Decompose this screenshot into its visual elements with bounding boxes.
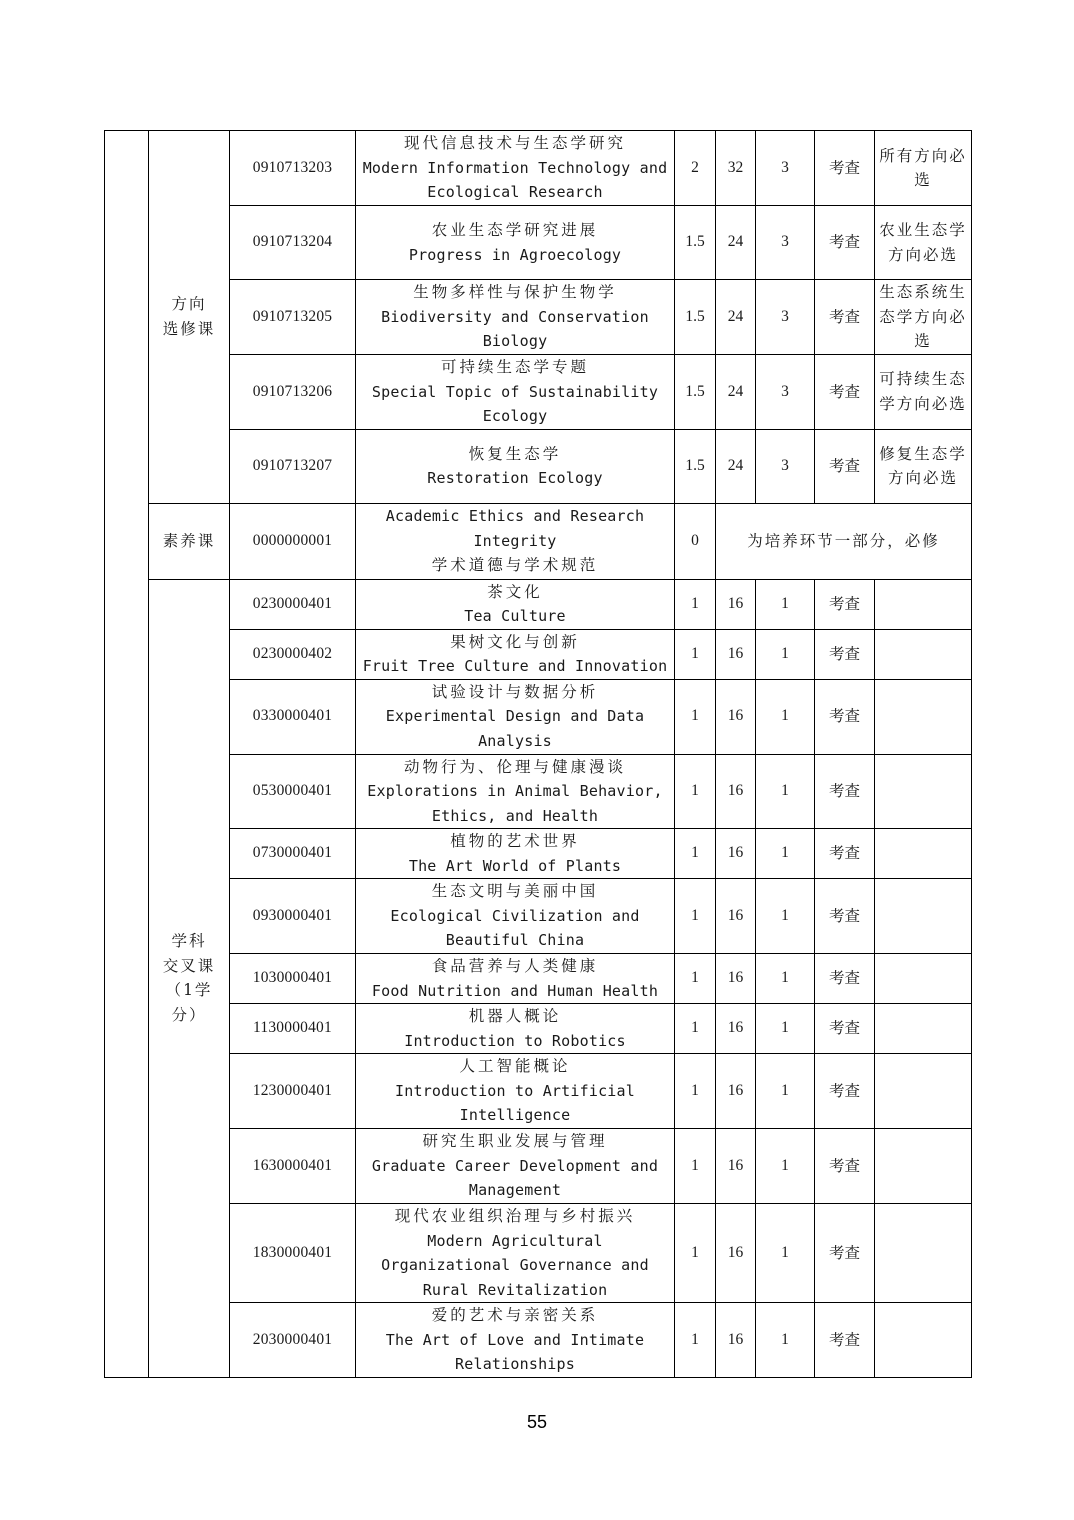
course-name-cn: 机器人概论 <box>468 1007 562 1025</box>
course-semester: 3 <box>756 355 815 430</box>
course-name-en: Progress in Agroecology <box>408 245 622 264</box>
course-name-en: Special Topic of Sustainability Ecology <box>371 382 659 425</box>
course-credit: 1 <box>675 829 716 879</box>
course-assessment: 考查 <box>815 579 875 629</box>
table-body <box>105 131 972 1378</box>
course-code: 0930000401 <box>230 879 356 954</box>
page-number: 55 <box>526 1412 548 1432</box>
course-assessment: 考查 <box>815 679 875 754</box>
course-name <box>356 429 675 503</box>
course-name-en: Biodiversity and Conservation Biology <box>381 307 649 351</box>
course-hours: 16 <box>716 1303 756 1378</box>
course-note <box>875 579 972 629</box>
course-name-cn: 动物行为、伦理与健康漫谈 <box>403 757 626 776</box>
course-code: 1130000401 <box>230 1004 356 1054</box>
course-credit: 1 <box>675 579 716 629</box>
course-name-cn: 研究生职业发展与管理 <box>422 1132 608 1151</box>
course-name <box>356 206 675 280</box>
table-row <box>105 429 972 503</box>
course-semester: 1 <box>756 829 815 879</box>
course-name-cn: 人工智能概论 <box>459 1057 571 1076</box>
course-credit: 0 <box>675 503 716 579</box>
course-name-en: Restoration Ecology <box>427 469 603 487</box>
course-name <box>356 503 675 579</box>
course-code: 1230000401 <box>230 1054 356 1129</box>
table-row <box>105 679 972 754</box>
course-name <box>356 1004 675 1054</box>
course-semester: 3 <box>756 206 815 280</box>
table-row <box>105 579 972 629</box>
course-credit: 1 <box>675 629 716 679</box>
course-name <box>356 579 675 629</box>
course-semester: 1 <box>756 1004 815 1054</box>
course-note: 生态系统生态学方向必选 <box>875 280 972 355</box>
course-name <box>356 679 675 754</box>
course-name-en: The Art World of Plants <box>408 856 622 875</box>
course-name-en: Modern Information Technology and Ecological Research <box>362 158 668 202</box>
course-name <box>356 1303 675 1378</box>
course-name-cn: 现代信息技术与生态学研究 <box>403 134 626 153</box>
course-name <box>356 954 675 1004</box>
course-hours: 16 <box>716 1054 756 1129</box>
course-name <box>356 355 675 430</box>
course-hours: 16 <box>716 1004 756 1054</box>
course-note: 修复生态学方向必选 <box>875 429 972 503</box>
course-hours: 24 <box>716 355 756 430</box>
course-semester: 1 <box>756 754 815 829</box>
course-note <box>875 1004 972 1054</box>
group-label-elective: 方向 选修课 <box>149 131 230 504</box>
course-code: 2030000401 <box>230 1303 356 1378</box>
course-note <box>875 1129 972 1204</box>
course-code: 1030000401 <box>230 954 356 1004</box>
table-row <box>105 954 972 1004</box>
course-name <box>356 280 675 355</box>
course-note: 可持续生态学方向必选 <box>875 355 972 430</box>
course-code: 0230000402 <box>230 629 356 679</box>
course-code: 0230000401 <box>230 579 356 629</box>
course-name-cn: 恢复生态学 <box>468 444 562 463</box>
course-code: 0530000401 <box>230 754 356 829</box>
table-row <box>105 1204 972 1303</box>
course-code: 0730000401 <box>230 829 356 879</box>
course-code: 1830000401 <box>230 1204 356 1303</box>
course-credit: 1 <box>675 679 716 754</box>
course-assessment: 考查 <box>815 879 875 954</box>
course-hours: 24 <box>716 206 756 280</box>
table-row <box>105 754 972 829</box>
course-hours: 32 <box>716 131 756 206</box>
course-hours: 16 <box>716 829 756 879</box>
course-hours: 16 <box>716 1129 756 1204</box>
course-semester: 1 <box>756 1303 815 1378</box>
course-name-cn: 爱的艺术与亲密关系 <box>431 1306 599 1324</box>
course-note <box>875 629 972 679</box>
course-name-cn: 可持续生态学专题 <box>440 358 589 376</box>
course-assessment: 考查 <box>815 206 875 280</box>
course-name-en: Fruit Tree Culture and Innovation <box>362 657 668 675</box>
course-credit: 1 <box>675 754 716 829</box>
table-row <box>105 131 972 206</box>
course-semester: 1 <box>756 579 815 629</box>
course-code: 0910713203 <box>230 131 356 206</box>
course-name-en: Modern Agricultural Organizational Governance and Rural Revitalization <box>381 1231 649 1299</box>
table-row <box>105 1303 972 1378</box>
table-row <box>105 503 972 579</box>
course-assessment: 考查 <box>815 754 875 829</box>
course-name-cn: 茶文化 <box>487 582 543 601</box>
course-name <box>356 1129 675 1204</box>
course-semester: 1 <box>756 1204 815 1303</box>
table-row <box>105 206 972 280</box>
course-credit: 2 <box>675 131 716 206</box>
course-assessment: 考查 <box>815 954 875 1004</box>
course-name-cn: 现代农业组织治理与乡村振兴 <box>394 1207 636 1225</box>
table-row <box>105 879 972 954</box>
course-code: 0910713205 <box>230 280 356 355</box>
course-name <box>356 829 675 879</box>
course-note <box>875 879 972 954</box>
table-row <box>105 355 972 430</box>
course-note <box>875 1303 972 1378</box>
course-assessment: 考查 <box>815 280 875 355</box>
course-name-en: Experimental Design and Data Analysis <box>385 707 645 750</box>
course-name-en: Introduction to Robotics <box>404 1031 626 1050</box>
course-name <box>356 1204 675 1303</box>
course-name-cn: 植物的艺术世界 <box>450 832 580 850</box>
course-hours: 24 <box>716 280 756 355</box>
group-label-literacy: 素养课 <box>149 503 230 579</box>
course-note <box>875 754 972 829</box>
course-hours: 16 <box>716 579 756 629</box>
course-name-en: Food Nutrition and Human Health <box>371 981 659 1000</box>
course-semester: 1 <box>756 1129 815 1204</box>
course-note: 所有方向必选 <box>875 131 972 206</box>
course-credit: 1.5 <box>675 355 716 430</box>
course-assessment: 考查 <box>815 429 875 503</box>
course-name-cn: 试验设计与数据分析 <box>431 682 599 701</box>
course-assessment: 考查 <box>815 1204 875 1303</box>
table-row <box>105 1054 972 1129</box>
course-code: 0910713204 <box>230 206 356 280</box>
course-credit: 1.5 <box>675 429 716 503</box>
course-note <box>875 829 972 879</box>
course-name-en: Explorations in Animal Behavior, Ethics, and Health <box>367 782 663 825</box>
course-note: 农业生态学方向必选 <box>875 206 972 280</box>
course-credit: 1 <box>675 1204 716 1303</box>
course-semester: 3 <box>756 131 815 206</box>
course-semester: 1 <box>756 679 815 754</box>
course-assessment: 考查 <box>815 1004 875 1054</box>
course-code: 0910713206 <box>230 355 356 430</box>
course-assessment: 考查 <box>815 1303 875 1378</box>
course-credit: 1 <box>675 954 716 1004</box>
course-semester: 3 <box>756 280 815 355</box>
course-name-en: Introduction to Artificial Intelligence <box>395 1081 635 1125</box>
course-name-cn: 生态文明与美丽中国 <box>431 882 599 901</box>
course-hours: 16 <box>716 679 756 754</box>
course-assessment: 考查 <box>815 829 875 879</box>
course-table <box>104 130 972 1378</box>
course-code: 0910713207 <box>230 429 356 503</box>
course-credit: 1 <box>675 1129 716 1204</box>
course-credit: 1 <box>675 1054 716 1129</box>
group-label-interdisciplinary: 学科 交叉课 （1学 分） <box>149 579 230 1377</box>
course-name-cn: 生物多样性与保护生物学 <box>413 283 617 302</box>
table-row <box>105 280 972 355</box>
course-credit: 1.5 <box>675 280 716 355</box>
course-code: 0000000001 <box>230 503 356 579</box>
course-note <box>875 954 972 1004</box>
course-name-en: Academic Ethics and Research Integrity <box>385 507 645 550</box>
merged-note: 为培养环节一部分，必修 <box>716 503 972 579</box>
course-assessment: 考查 <box>815 1129 875 1204</box>
course-note <box>875 679 972 754</box>
course-name-cn: 学术道德与学术规范 <box>431 556 599 575</box>
course-code: 0330000401 <box>230 679 356 754</box>
course-assessment: 考查 <box>815 355 875 430</box>
course-name <box>356 754 675 829</box>
course-name-en: The Art of Love and Intimate Relationships <box>385 1330 645 1373</box>
course-assessment: 考查 <box>815 629 875 679</box>
course-semester: 1 <box>756 629 815 679</box>
course-name-en: Tea Culture <box>464 607 566 625</box>
course-hours: 16 <box>716 1204 756 1303</box>
course-name <box>356 131 675 206</box>
course-name <box>356 879 675 954</box>
course-credit: 1 <box>675 1303 716 1378</box>
course-hours: 16 <box>716 954 756 1004</box>
course-assessment: 考查 <box>815 1054 875 1129</box>
course-semester: 3 <box>756 429 815 503</box>
course-semester: 1 <box>756 954 815 1004</box>
course-semester: 1 <box>756 879 815 954</box>
course-name-en: Ecological Civilization and Beautiful China <box>390 906 640 950</box>
course-code: 1630000401 <box>230 1129 356 1204</box>
course-hours: 16 <box>716 879 756 954</box>
course-assessment: 考查 <box>815 131 875 206</box>
course-name <box>356 629 675 679</box>
course-note <box>875 1054 972 1129</box>
course-name-cn: 果树文化与创新 <box>450 632 580 651</box>
course-credit: 1.5 <box>675 206 716 280</box>
course-credit: 1 <box>675 879 716 954</box>
course-semester: 1 <box>756 1054 815 1129</box>
outer-category-cell <box>105 131 149 1378</box>
course-name-en: Graduate Career Development and Management <box>371 1156 659 1200</box>
course-hours: 16 <box>716 629 756 679</box>
course-credit: 1 <box>675 1004 716 1054</box>
table-row <box>105 629 972 679</box>
course-hours: 24 <box>716 429 756 503</box>
table-row <box>105 1129 972 1204</box>
course-name <box>356 1054 675 1129</box>
course-note <box>875 1204 972 1303</box>
table-row <box>105 829 972 879</box>
course-name-cn: 食品营养与人类健康 <box>431 957 599 975</box>
table-row <box>105 1004 972 1054</box>
course-name-cn: 农业生态学研究进展 <box>431 221 599 239</box>
course-hours: 16 <box>716 754 756 829</box>
